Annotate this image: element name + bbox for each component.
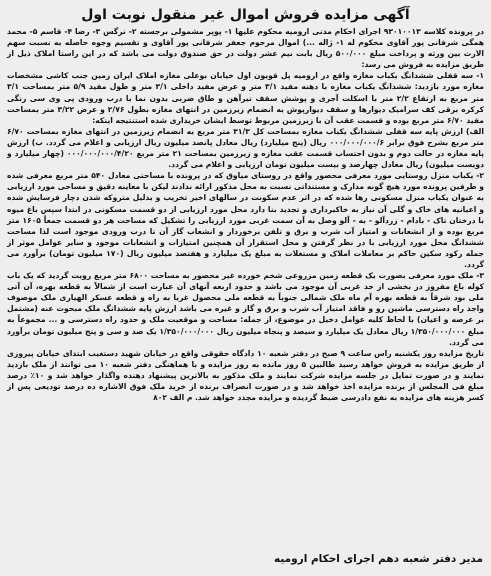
notice-title: آگهی مزایده فروش اموال غیر منقول نوبت اول <box>81 7 410 23</box>
notice-paragraph-item-2: ۲- یکباب منزل روستایی مورد معرفی محصور واقع در روستای میاوق که در پرونده با مساحتی معادل ۵۴۰ متر مربع معرفی شده و طرفین پرونده مورد هیچ گونه مدارک و مستنداتی نسبت به محل مذکور ارائه ندادند لیکن با معاینه دقیق و مساحی مورد ارزیابی به عنوان یکباب منزل مسکونی رها شده که در اثر عدم سکونت در سالهای اخیر تخریب و بدلیل متروکه شدن دچار فرسایش شده و اعیانیه های خاک و گلی آن نیاز به خاکبرداری و تجدید بنا دارد محل مورد ارزیابی از دو قسمت مسکونی در ابتدا سپس باغ میوه با درختان تاک - بادام - زردآلو - به - آلو وصل به آن سمت غربی مورد ارزیابی را تشکیل که مساحت هر دو قسمت جمعاً ۱۶۰۵ متر مربع بوده و از انشعابات و امتیاز آب شرب و برق و تلفن برخوردار و انشعاب گاز آن تا درب ورودی موجود است لذا مساحت ششدانگ محل مورد ارزیابی با در نظر گرفتن و محل استقرار آن همچنین امتیازات و انشعابات موجود و سایر عوامل موثر از جمله رکود سکین حاکم بر معاملات املاک و مستغلات به مبلغ یک میلیارد و هفتصد میلیون ریال (۱۷۰ میلیون تومان) برآورد می گردد. <box>7 171 485 269</box>
notice-body <box>7 26 484 403</box>
notice-paragraph-item-1: ۱- سه قفلی ششدانگ یکباب مغازه واقع در ارومیه پل قویون اول خیابان بوعلی مغازه املاک ایران زمین جنب کاشی مشخصات مغازه مورد بازدید: ششدانگ یکباب مغازه با دهنه مفید ۳/۱ متر و عرض مفید داخلی ۳/۱ متر و طول مفید ۵/۹ متر بمساحت ۳/۱ متر مربع به ارتفاع ۲/۲ متر با اسکلت آجری و پوشش سقف تیرآهن و طاق ضربی بدون نما با درب ورودی پی وی سی رنگی کرکره برقی کف سرامیک دیوارها و سقف دیوارپوش به انضمام زیرزمین در انتهای مغازه بطول ۲/۷۶ و عرض ۳/۲۲ متر بمساحت مفید ۶/۷۰ متر مربع بوده و قسمت عقب آن با زیرزمین مربوط توسط ایشان خریداری شده استنتیجه اینکه: <box>7 71 484 125</box>
notice-paragraph-valuation: الف) ارزش پایه سه قفلی ششدانگ یکباب مغازه بمساحت کل ۳۱/۳ متر مربع به انضمام زیرزمین در انتهای مغازه بمساحت ۶/۷۰ متر مربع بشرح فوق برابر ۰۰۰/۰۰۰/۰۰۰/۶ ریال (پنج میلیارد) ریال معادل پانصد میلیون ریال ارزیابی و اعلام می گردد. ب) ارزش پایه مغازه در حالت دوم و بدون احتساب قسمت عقب مغازه و زیرزمین بمساحت ۲۱ متر مربع ۰۰۰/۰۰۰/۰۰۰/۴/۲۰ (چهار میلیارد و دویست میلیون) ریال معادل چهارصد و بیست میلیون تومان ارزیابی و اعلام می گردد. <box>7 126 485 170</box>
signature-line: مدیر دفتر شعبه دهم اجرای احکام ارومیه <box>273 553 483 565</box>
notice-paragraph-item-3: ۳- ملک مورد معرفی بصورت یک قطعه زمین مزروعی شخم خورده غیر محصور به مساحت ۶۸۰۰ متر مربع رویت گردید که یک باب کوله باغ مفروز در بخشی از حد غربی آن موجود می باشد و حدود اربعه آنهای آن عبارت است از شمالاً به قطعه بهره، آن آتی ملی بود شرقاً به قطعه بهره آم ماه ملک شمالی جنوباً به قطعه ملی محصول غربا به راه و قطعه عسکر الهیاری ملک موصوف واجد راه دسترسی ماشین رو و فاقد امتیاز آب شرب و برق و گاز و غیره می باشد ارزش پایه ششدانگ ملک مبحوث عنه (مشتمل بر عرصه و اعیان) با لحاظ کلیه عوامل دخیل در موضوع، از جمله: مساحت و موقعیت ملک و حدود راه دسترسی و ... مجموعاً به مبلغ ۱/۳۵۰/۰۰۰/۰۰۰ ریال معادل یک میلیارد و سیصد و پنجاه میلیون ریال ۱/۳۵۰/۰۰۰/۰۰۰ یک صد و سی و پنج میلیون تومان برآورد می گردد. <box>7 271 485 347</box>
notice-paragraph-intro: در پرونده کلاسه ۹۳۰۱۰۰۱۳ اجرای احکام مدنی ارومیه محکوم علیها ۱- پوپر مشمولی برجسته ۲- نرگس ۳- رضا ۴- قاسم ۵- محمد همگی شرفانی پور آقاوی محکوم له ۱- ژاله ...) اموال مرحوم جعفر شرفانی پور آقاوی و تقسیم وجوه حاصله به نسبت سهم الارث بین ورثه و پرداخت مبلغ ۵۰۰/۰۰۰ ریال بابت نیم عشر دولت در حق صندوق دولت می باشد که در این راستا املاک ذیل از طریق مزایده به فروش می رسد: <box>7 27 484 70</box>
notice-paragraph-auction-terms: تاریخ مزایده روز یکشنبه راس ساعت ۹ صبح در دفتر شعبه ۱۰ دادگاه حقوقی واقع در خیابان شهید دستغیب ابتدای خیابان پیروزی از طریق مزایده به فروش خواهد رسید طالبین ۵ روز مانده به روز مزایده و با هماهنگی دفتر شعبه ۱۰ می توانند از ملک بازدید نمایند و در صورت تمایل در جلسه مزایده شرکت نمایند و ملک مذکور به بالاترین پیشنهاد دهنده واگذار خواهد شد و ۱۰٪ درصد مبلغ فی المجلس از برنده مزایده اخذ خواهد شد و در صورت انصراف برنده از خرید ملک فوق الاشاره ده درصد تودیعی پس از کسر هزینه های مزایده به نفع دادرسی ضبط گردیده و مزایده مجدد خواهد شد. م الف ۸۰۲ <box>7 348 484 403</box>
